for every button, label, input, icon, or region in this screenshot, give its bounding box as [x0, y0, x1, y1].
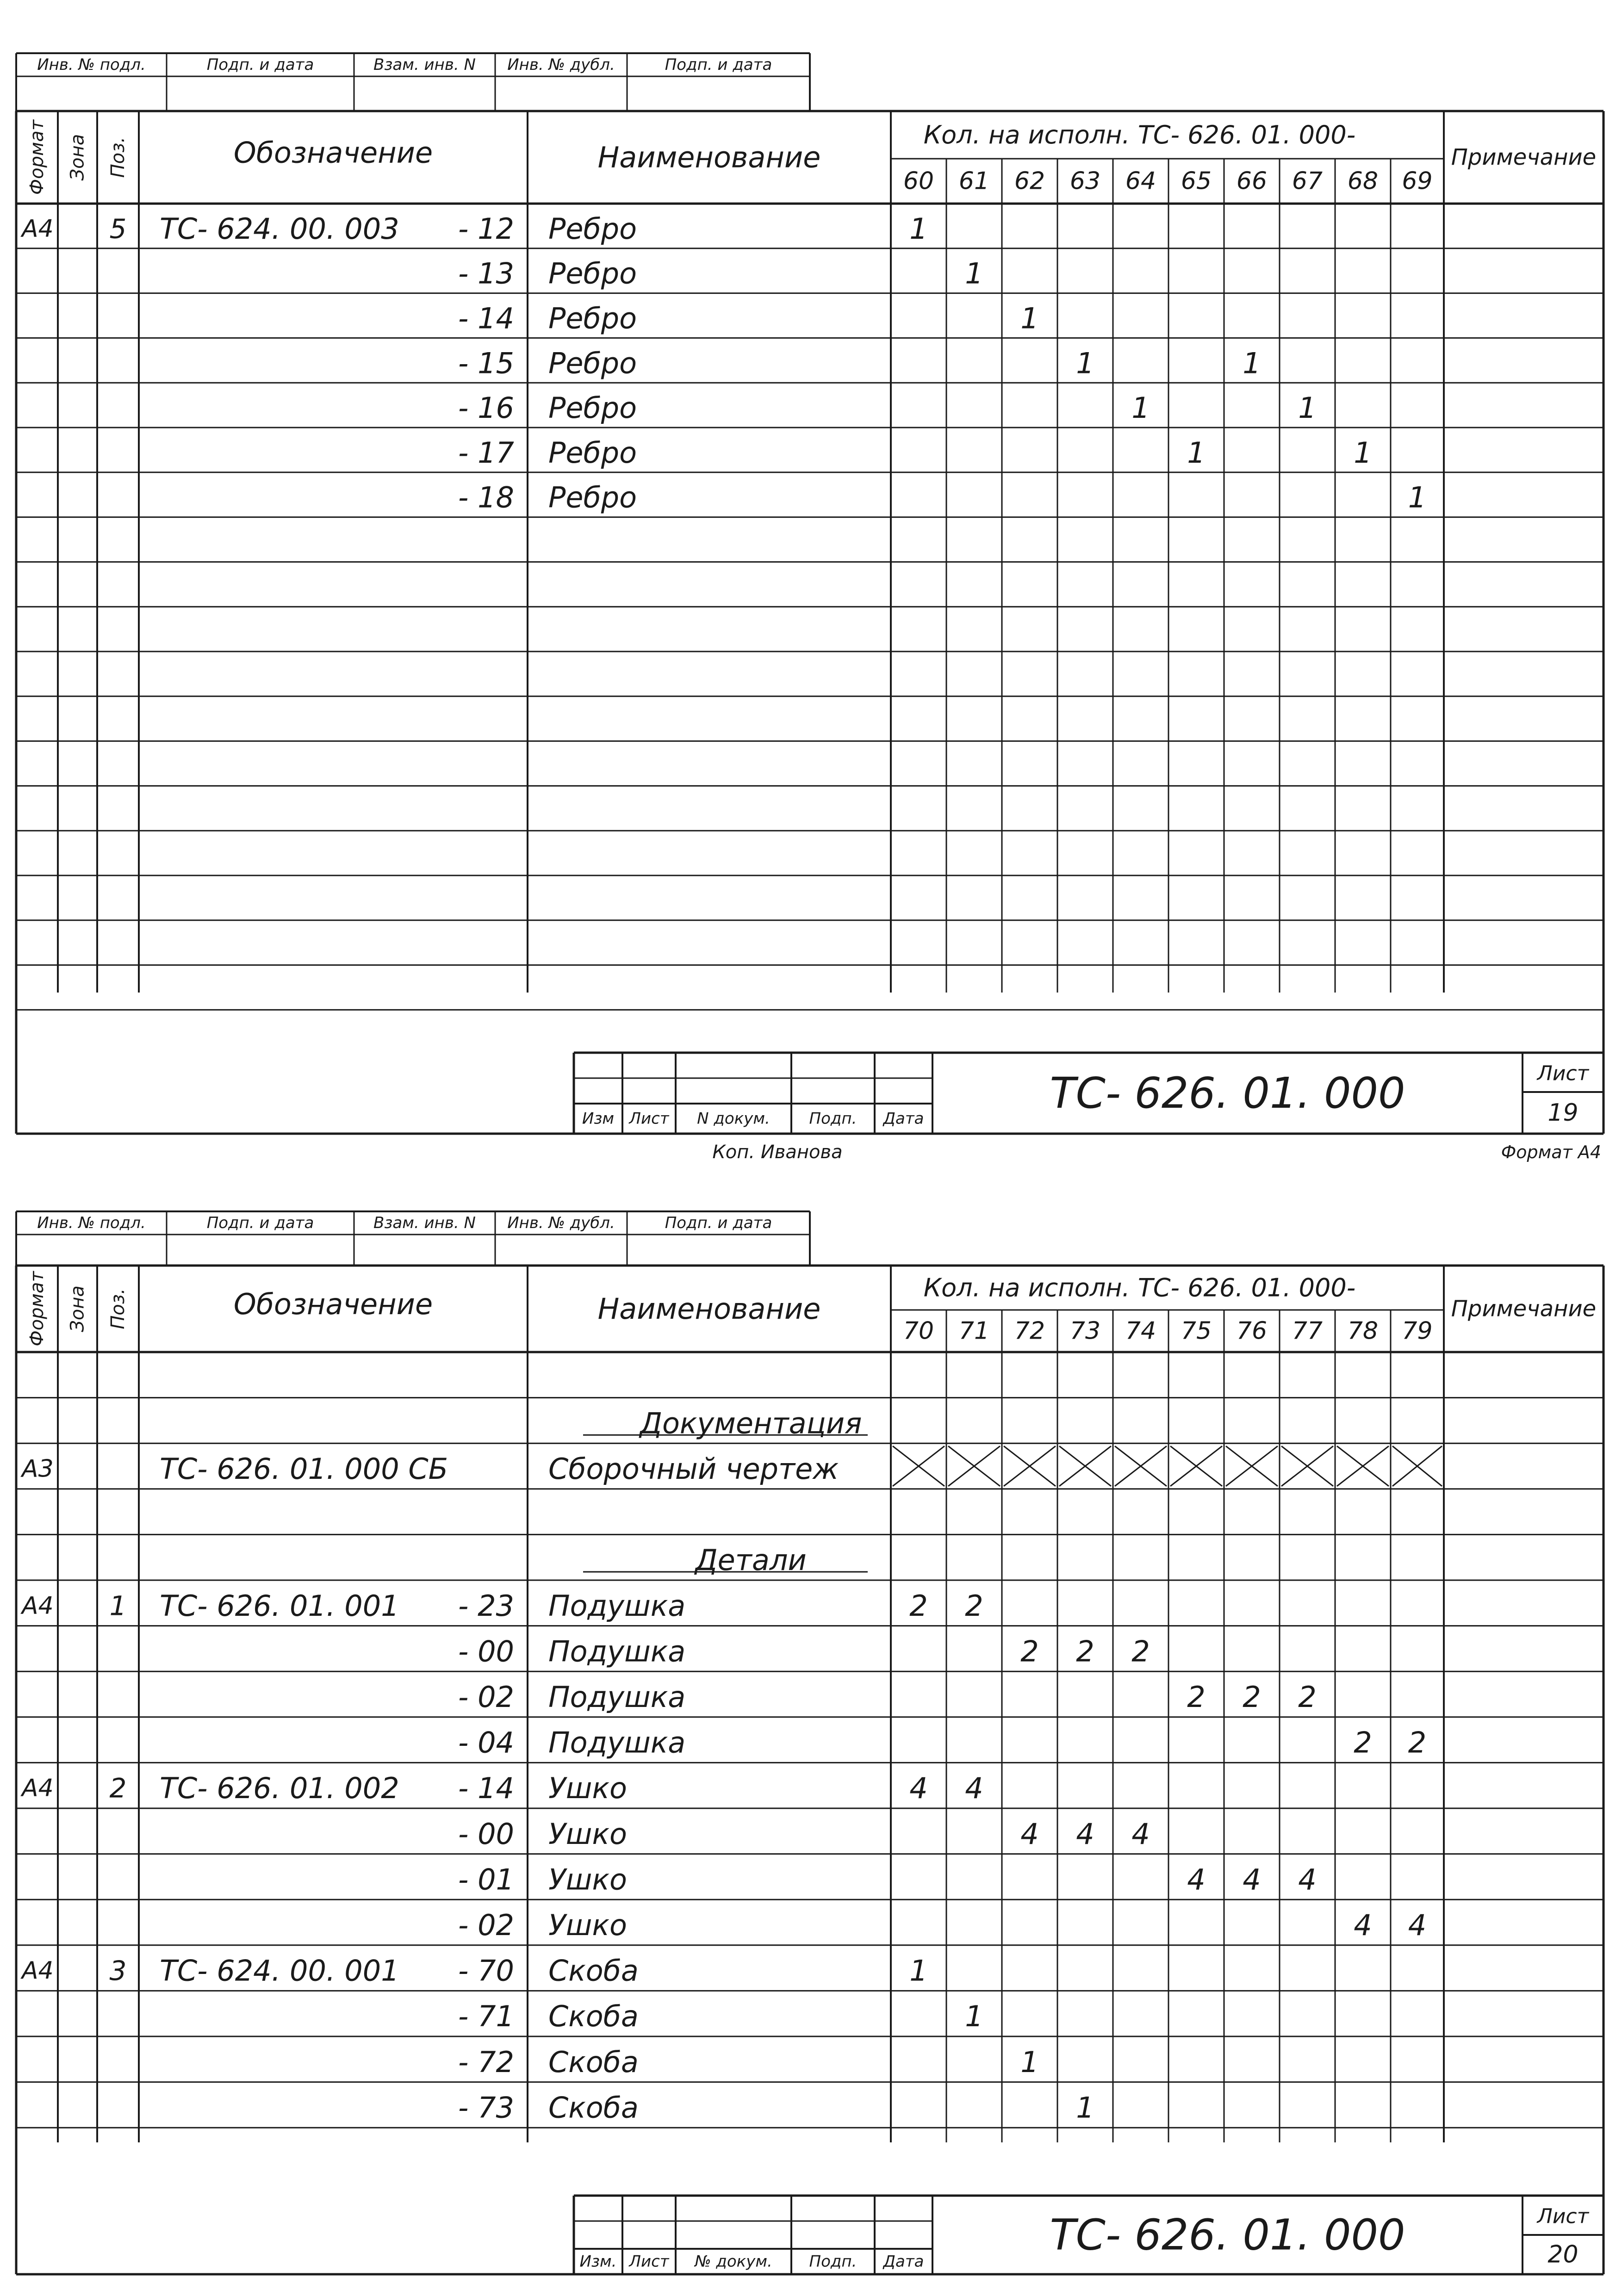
qty-value: 1	[909, 211, 928, 246]
header-designation: Обозначение	[233, 136, 433, 170]
qty-value: 1	[909, 1954, 928, 1988]
variant-header: 72	[1014, 1317, 1045, 1345]
header-note: Примечание	[1451, 144, 1597, 170]
row-name: Подушка	[548, 1589, 686, 1623]
title-block-col: Дата	[883, 2252, 924, 2271]
title-block-col: Лист	[629, 1109, 669, 1128]
row-designation-suffix: - 02	[458, 1680, 514, 1714]
qty-value: 1	[1408, 480, 1427, 515]
qty-value: 2	[909, 1589, 928, 1623]
section-title: Документация	[640, 1406, 862, 1440]
row-name: Подушка	[548, 1680, 686, 1714]
row-designation-suffix: - 72	[458, 2045, 514, 2079]
header-designation: Обозначение	[233, 1287, 433, 1321]
variant-header: 64	[1125, 167, 1156, 195]
row-designation-suffix: - 12	[458, 211, 514, 246]
row-designation-suffix: - 17	[458, 435, 514, 470]
row-name: Ушко	[548, 1862, 627, 1897]
variant-header: 60	[903, 167, 934, 195]
qty-value: 1	[965, 1999, 983, 2034]
row-position: 2	[109, 1772, 127, 1804]
row-name: Сборочный чертеж	[548, 1452, 839, 1486]
row-name: Подушка	[548, 1725, 686, 1760]
header-qty: Кол. на исполн. ТС- 626. 01. 000-	[923, 1273, 1356, 1303]
row-name: Скоба	[548, 2045, 639, 2079]
variant-header: 66	[1236, 167, 1268, 195]
qty-value: 1	[1020, 2045, 1039, 2079]
qty-value: 1	[1131, 391, 1150, 425]
row-name: Ребро	[548, 480, 637, 515]
row-name: Ребро	[548, 301, 637, 335]
variant-header: 70	[903, 1317, 934, 1345]
qty-value: 2	[1354, 1725, 1372, 1760]
variant-header: 71	[958, 1317, 990, 1345]
stamp-label: Взам. инв. N	[373, 1214, 476, 1232]
variant-header: 76	[1236, 1317, 1268, 1345]
row-format: А4	[22, 1592, 54, 1620]
qty-value: 4	[1076, 1817, 1094, 1851]
qty-value: 4	[965, 1771, 983, 1806]
qty-value: 4	[1408, 1908, 1427, 1942]
qty-value: 2	[1243, 1680, 1261, 1714]
qty-value: 2	[965, 1589, 983, 1623]
row-designation-suffix: - 15	[458, 346, 514, 380]
title-block-col: Лист	[629, 2252, 669, 2271]
qty-value: 4	[1298, 1862, 1317, 1897]
stamp-label: Подп. и дата	[206, 56, 314, 74]
qty-value: 1	[1187, 435, 1206, 470]
row-designation: ТС- 626. 01. 000 СБ	[160, 1452, 448, 1486]
title-block-col: Дата	[883, 1109, 924, 1128]
row-name: Ушко	[548, 1771, 627, 1806]
qty-value: 1	[1076, 346, 1094, 380]
qty-value: 4	[1243, 1862, 1261, 1897]
variant-header: 73	[1069, 1317, 1101, 1345]
row-name: Ушко	[548, 1817, 627, 1851]
qty-value: 2	[1131, 1634, 1150, 1669]
row-designation-suffix: - 73	[458, 2091, 514, 2125]
variant-header: 69	[1402, 167, 1433, 195]
title-block-col: Изм.	[579, 2252, 617, 2271]
variant-header: 74	[1125, 1317, 1156, 1345]
header-zone: Зона	[67, 134, 88, 181]
variant-header: 61	[958, 167, 990, 195]
variant-header: 67	[1292, 167, 1323, 195]
row-name: Ребро	[548, 391, 637, 425]
header-pos: Поз.	[107, 137, 129, 178]
row-format: А4	[22, 1957, 54, 1985]
qty-value: 4	[1020, 1817, 1039, 1851]
stamp-label: Подп. и дата	[665, 1214, 772, 1232]
qty-value: 1	[1243, 346, 1261, 380]
row-name: Ушко	[548, 1908, 627, 1942]
row-name: Ребро	[548, 346, 637, 380]
variant-header: 78	[1347, 1317, 1379, 1345]
row-name: Скоба	[548, 1999, 639, 2034]
sheet-label: Лист	[1537, 2204, 1589, 2228]
header-note: Примечание	[1451, 1296, 1597, 1322]
variant-header: 68	[1347, 167, 1379, 195]
stamp-label: Взам. инв. N	[373, 56, 476, 74]
qty-value: 1	[1076, 2091, 1094, 2125]
copy-author: Коп. Иванова	[712, 1142, 843, 1163]
stamp-label: Подп. и дата	[206, 1214, 314, 1232]
header-name: Наименование	[597, 140, 821, 174]
variant-header: 75	[1181, 1317, 1212, 1345]
qty-value: 1	[1298, 391, 1317, 425]
row-designation-suffix: - 14	[458, 1771, 514, 1806]
row-name: Скоба	[548, 2091, 639, 2125]
variant-header: 62	[1014, 167, 1045, 195]
row-designation-suffix: - 00	[458, 1817, 514, 1851]
row-designation: ТС- 626. 01. 002	[160, 1771, 399, 1806]
title-block-col: Изм	[582, 1109, 615, 1128]
stamp-label: Инв. № подл.	[37, 1214, 146, 1232]
row-format: А3	[22, 1455, 54, 1483]
row-name: Ребро	[548, 435, 637, 470]
qty-value: 4	[909, 1771, 928, 1806]
row-name: Подушка	[548, 1634, 686, 1669]
header-zone: Зона	[67, 1285, 88, 1332]
qty-value: 1	[1020, 301, 1039, 335]
header-pos: Поз.	[107, 1288, 129, 1329]
stamp-label: Инв. № дубл.	[507, 56, 615, 74]
row-designation-suffix: - 01	[458, 1862, 514, 1897]
variant-header: 63	[1069, 167, 1101, 195]
row-designation-suffix: - 00	[458, 1634, 514, 1669]
row-designation: ТС- 624. 00. 003	[160, 211, 399, 246]
sheet-label: Лист	[1537, 1061, 1589, 1086]
header-format: Формат	[26, 1271, 48, 1347]
title-block-col: № докум.	[695, 2252, 772, 2271]
row-position: 1	[109, 1590, 127, 1622]
format-caption: Формат А4	[1501, 1142, 1601, 1162]
qty-value: 2	[1408, 1725, 1427, 1760]
sheet-number: 19	[1547, 1099, 1578, 1127]
sheet-number: 20	[1547, 2240, 1578, 2269]
header-format: Формат	[26, 119, 48, 195]
qty-value: 1	[1354, 435, 1372, 470]
row-designation-suffix: - 02	[458, 1908, 514, 1942]
row-format: А4	[22, 215, 54, 243]
header-qty: Кол. на исполн. ТС- 626. 01. 000-	[923, 120, 1356, 149]
qty-value: 1	[965, 256, 983, 291]
row-designation-suffix: - 70	[458, 1954, 514, 1988]
header-name: Наименование	[597, 1292, 821, 1326]
section-title: Детали	[695, 1543, 807, 1577]
row-position: 5	[109, 213, 127, 245]
qty-value: 2	[1298, 1680, 1317, 1714]
title-block-col: N докум.	[697, 1109, 770, 1128]
row-designation-suffix: - 23	[458, 1589, 514, 1623]
qty-value: 2	[1076, 1634, 1094, 1669]
row-name: Ребро	[548, 211, 637, 246]
row-designation-suffix: - 14	[458, 301, 514, 335]
row-designation-suffix: - 13	[458, 256, 514, 291]
row-name: Скоба	[548, 1954, 639, 1988]
document-code: ТС- 626. 01. 000	[1050, 2210, 1405, 2260]
variant-header: 79	[1402, 1317, 1433, 1345]
row-position: 3	[109, 1955, 127, 1987]
variant-header: 77	[1292, 1317, 1323, 1345]
row-designation: ТС- 624. 00. 001	[160, 1954, 399, 1988]
qty-value: 2	[1187, 1680, 1206, 1714]
row-designation-suffix: - 16	[458, 391, 514, 425]
row-designation-suffix: - 04	[458, 1725, 514, 1760]
document-code: ТС- 626. 01. 000	[1050, 1068, 1405, 1118]
row-designation: ТС- 626. 01. 001	[160, 1589, 399, 1623]
row-name: Ребро	[548, 256, 637, 291]
variant-header: 65	[1181, 167, 1212, 195]
qty-value: 2	[1020, 1634, 1039, 1669]
qty-value: 4	[1354, 1908, 1372, 1942]
row-designation-suffix: - 71	[458, 1999, 514, 2034]
stamp-label: Инв. № подл.	[37, 56, 146, 74]
row-designation-suffix: - 18	[458, 480, 514, 515]
row-format: А4	[22, 1774, 54, 1802]
title-block-col: Подп.	[809, 1109, 857, 1128]
qty-value: 4	[1131, 1817, 1150, 1851]
title-block-col: Подп.	[809, 2252, 857, 2271]
stamp-label: Подп. и дата	[665, 56, 772, 74]
qty-value: 4	[1187, 1862, 1206, 1897]
stamp-label: Инв. № дубл.	[507, 1214, 615, 1232]
